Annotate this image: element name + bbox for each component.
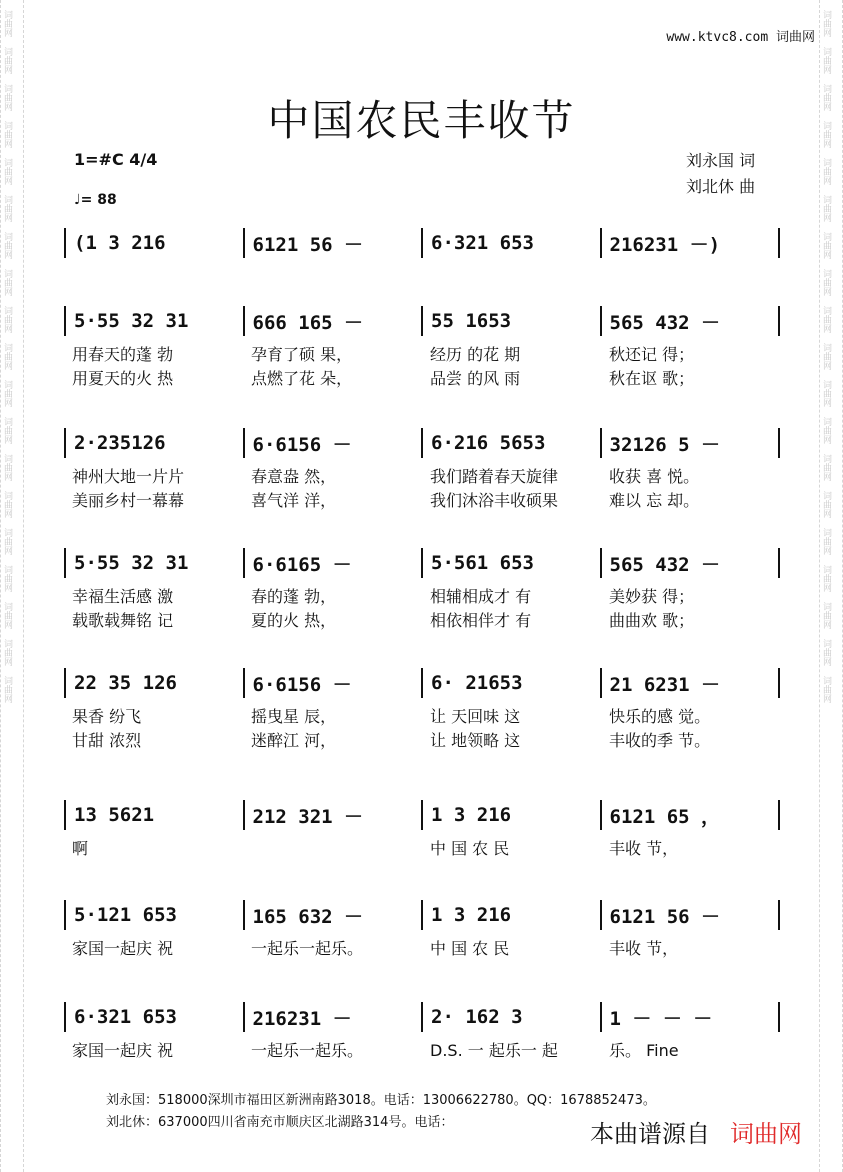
lyric-segment: 我们踏着春天旋律 (430, 467, 559, 486)
lyric-segment: 乐。 Fine (609, 1041, 679, 1060)
notes-line (64, 548, 780, 578)
watermark-text: 词曲网 (2, 491, 12, 518)
measure-notes: 165 632 － (252, 905, 364, 928)
measure-notes: 5·561 653 (431, 552, 534, 574)
watermark-text: 词曲网 (2, 676, 12, 703)
lyric-segment: 一起乐一起乐。 (251, 939, 364, 958)
bar-line (778, 228, 780, 258)
footer-line-composer: 刘北休：637000四川省南充市顺庆区北湖路314号。电话： (106, 1115, 454, 1130)
lyricist-credit: 刘永国 词 (686, 151, 756, 170)
lyric-segment: 收获 喜 悦。 (609, 467, 700, 486)
lyric-verse-1 (64, 464, 780, 486)
lyric-verse-2 (64, 860, 780, 882)
watermark-text: 词曲网 (821, 528, 831, 555)
lyric-segment: 啊 (72, 839, 89, 858)
watermark-text: 词曲网 (821, 380, 831, 407)
lyric-segment (601, 1062, 780, 1084)
lyric-segment (64, 264, 243, 286)
watermark-text: 词曲网 (2, 602, 12, 629)
lyric-verse-2 (64, 488, 780, 510)
lyric-verse-2 (64, 1062, 780, 1084)
watermark-text: 词曲网 (2, 84, 12, 111)
measure-notes: 6·321 653 (431, 232, 534, 254)
lyric-segment: 美妙获 得； (609, 587, 695, 606)
notes-line (64, 900, 780, 930)
lyric-segment (243, 264, 422, 286)
lyric-segment: 丰收 节， (609, 939, 679, 958)
key-signature: 1=#C 4/4 (74, 150, 158, 169)
measure-notes: 55 1653 (431, 310, 512, 332)
tempo-marking: ♩= 88 (74, 192, 117, 208)
watermark-text: 词曲网 (821, 84, 831, 111)
watermark-text: 词曲网 (821, 491, 831, 518)
lyric-segment: 我们沐浴丰收硕果 (430, 491, 559, 510)
measure-notes: 212 321 － (252, 805, 364, 828)
bar-line (778, 900, 780, 930)
lyric-verse-1 (64, 1038, 780, 1060)
measure-notes: 666 165 － (252, 311, 364, 334)
score-row (64, 1002, 780, 1072)
lyric-segment: 迷醉江 河， (251, 731, 337, 750)
right-watermark-strip (819, 0, 843, 1172)
score-row (64, 228, 780, 298)
lyric-segment: 甘甜 浓烈 (72, 731, 142, 750)
watermark-text: 词曲网 (2, 565, 12, 592)
lyric-segment: 相依相伴才 有 (430, 611, 532, 630)
lyric-segment (601, 264, 780, 286)
lyric-segment (64, 960, 243, 982)
lyric-segment: 孕育了硕 果， (251, 345, 353, 364)
lyric-segment: 秋在讴 歌； (609, 369, 695, 388)
lyric-segment: 喜气洋 洋， (251, 491, 337, 510)
lyric-segment: 春意盎 然， (251, 467, 337, 486)
measure-notes: 216231 －) (609, 233, 721, 256)
lyric-segment (422, 960, 601, 982)
measure-notes: 13 5621 (74, 804, 155, 826)
notes-line (64, 800, 780, 830)
credits (686, 148, 755, 200)
lyric-segment: 丰收的季 节。 (609, 731, 711, 750)
lyric-verse-1 (64, 704, 780, 726)
score-row (64, 306, 780, 388)
footer-contact (106, 1090, 656, 1134)
bar-line (778, 800, 780, 830)
left-watermark-strip (0, 0, 24, 1172)
lyric-segment: 让 地领略 这 (430, 731, 521, 750)
measure-notes: 2· 162 3 (431, 1006, 523, 1028)
watermark-text: 词曲网 (2, 639, 12, 666)
measure-notes: 6·216 5653 (431, 432, 546, 454)
watermark-text: 词曲网 (2, 47, 12, 74)
watermark-text: 词曲网 (2, 195, 12, 222)
lyric-segment (243, 960, 422, 982)
lyric-segment: 幸福生活感 激 (72, 587, 174, 606)
measure-notes: 216231 － (252, 1007, 352, 1030)
bar-line (778, 548, 780, 578)
score-row (64, 548, 780, 630)
site-url[interactable]: www.ktvc8.com (666, 30, 769, 45)
lyric-segment (601, 960, 780, 982)
lyric-segment: 家国一起庆 祝 (72, 1041, 174, 1060)
lyric-segment (243, 836, 422, 858)
lyric-segment (64, 860, 243, 882)
watermark-text: 词曲网 (2, 306, 12, 333)
watermark-text: 词曲网 (2, 417, 12, 444)
score-row (64, 668, 780, 750)
measure-notes: 32126 5 － (609, 433, 721, 456)
measure-notes: 6· 21653 (431, 672, 523, 694)
lyric-segment: 摇曳星 辰， (251, 707, 337, 726)
source-stamp (590, 1114, 802, 1149)
measure-notes: 1 3 216 (431, 904, 512, 926)
lyric-segment: 秋还记 得； (609, 345, 695, 364)
lyric-segment: 美丽乡村一幕幕 (72, 491, 185, 510)
watermark-text: 词曲网 (821, 454, 831, 481)
watermark-text: 词曲网 (821, 195, 831, 222)
lyric-segment: 曲曲欢 歌； (609, 611, 695, 630)
notes-line (64, 668, 780, 698)
lyric-segment: 中 国 农 民 (430, 939, 510, 958)
lyric-segment (422, 1062, 601, 1084)
bar-line (778, 668, 780, 698)
watermark-text: 词曲网 (821, 639, 831, 666)
watermark-text: 词曲网 (821, 343, 831, 370)
lyric-segment: 丰收 节， (609, 839, 679, 858)
watermark-text: 词曲网 (2, 10, 12, 37)
watermark-text: 词曲网 (2, 232, 12, 259)
lyric-segment (422, 264, 601, 286)
lyric-verse-1 (64, 936, 780, 958)
lyric-segment (422, 860, 601, 882)
watermark-text: 词曲网 (821, 47, 831, 74)
watermark-text: 词曲网 (2, 158, 12, 185)
lyric-segment: 快乐的感 觉。 (609, 707, 711, 726)
lyric-segment: 品尝 的风 雨 (430, 369, 521, 388)
lyric-segment: 用夏天的火 热 (72, 369, 174, 388)
watermark-text: 词曲网 (2, 528, 12, 555)
watermark-text: 词曲网 (821, 602, 831, 629)
measure-notes: 6·6165 － (252, 553, 352, 576)
watermark-text: 词曲网 (2, 380, 12, 407)
lyric-segment: 让 天回味 这 (430, 707, 521, 726)
watermark-text: 词曲网 (821, 676, 831, 703)
lyric-verse-1 (64, 836, 780, 858)
measure-notes: 5·55 32 31 (74, 552, 189, 574)
watermark-text: 词曲网 (821, 269, 831, 296)
watermark-text: 词曲网 (2, 454, 12, 481)
score-row (64, 900, 780, 970)
footer-line-lyricist: 刘永国：518000深圳市福田区新洲南路3018。电话：13006622780。QQ：1678852473。 (106, 1093, 656, 1108)
watermark-text: 词曲网 (821, 10, 831, 37)
source-stamp-text: 本曲谱源自 (590, 1120, 710, 1148)
lyric-segment: 果香 纷飞 (72, 707, 142, 726)
measure-notes: 1 － － － (609, 1007, 713, 1030)
measure-notes: 6121 56 － (252, 233, 364, 256)
measure-notes: 22 35 126 (74, 672, 177, 694)
lyric-segment: 相辅相成才 有 (430, 587, 532, 606)
watermark-text: 词曲网 (821, 158, 831, 185)
measure-notes: 21 6231 － (609, 673, 721, 696)
song-title: 中国农民丰收节 (267, 96, 576, 145)
watermark-text: 词曲网 (2, 269, 12, 296)
bar-line (778, 1002, 780, 1032)
notes-line (64, 1002, 780, 1032)
lyric-segment (64, 1062, 243, 1084)
watermark-text: 词曲网 (2, 121, 12, 148)
site-name: 词曲网 (775, 30, 815, 45)
composer-credit: 刘北休 曲 (686, 177, 756, 196)
measure-notes: 6·6156 － (252, 433, 352, 456)
watermark-text: 词曲网 (821, 565, 831, 592)
lyric-segment: D.S. 一 起乐一 起 (430, 1041, 558, 1060)
lyric-segment: 难以 忘 却。 (609, 491, 700, 510)
lyric-segment: 点燃了花 朵， (251, 369, 353, 388)
notes-line (64, 306, 780, 336)
lyric-segment: 用春天的蓬 勃 (72, 345, 174, 364)
measure-notes: 6121 56 － (609, 905, 721, 928)
score-row (64, 800, 780, 870)
lyric-segment: 春的蓬 勃， (251, 587, 337, 606)
lyric-verse-1 (64, 584, 780, 606)
lyric-segment (243, 1062, 422, 1084)
lyric-segment: 家国一起庆 祝 (72, 939, 174, 958)
lyric-verse-2 (64, 728, 780, 750)
measure-notes: 5·121 653 (74, 904, 177, 926)
measure-notes: 1 3 216 (431, 804, 512, 826)
bar-line (778, 428, 780, 458)
watermark-text: 词曲网 (821, 417, 831, 444)
measure-notes: 2·235126 (74, 432, 166, 454)
notes-line (64, 428, 780, 458)
score-row (64, 428, 780, 510)
lyric-segment (601, 860, 780, 882)
lyric-segment: 夏的火 热， (251, 611, 337, 630)
notes-line (64, 228, 780, 258)
lyric-segment: 中 国 农 民 (430, 839, 510, 858)
site-header (666, 26, 815, 45)
lyric-verse-1 (64, 264, 780, 286)
bar-line (778, 306, 780, 336)
measure-notes: 565 432 － (609, 311, 721, 334)
lyric-verse-2 (64, 960, 780, 982)
lyric-segment: 经历 的花 期 (430, 345, 521, 364)
source-stamp-brand[interactable]: 词曲网 (730, 1120, 802, 1148)
watermark-text: 词曲网 (2, 343, 12, 370)
watermark-text: 词曲网 (821, 121, 831, 148)
lyric-segment (243, 860, 422, 882)
lyric-verse-2 (64, 366, 780, 388)
measure-notes: 6121 65 ， (609, 805, 721, 828)
measure-notes: 6·321 653 (74, 1006, 177, 1028)
lyric-segment: 神州大地一片片 (72, 467, 185, 486)
lyric-verse-2 (64, 608, 780, 630)
lyric-segment: 一起乐一起乐。 (251, 1041, 364, 1060)
lyric-segment: 载歌载舞铭 记 (72, 611, 174, 630)
measure-notes: 6·6156 － (252, 673, 352, 696)
watermark-text: 词曲网 (821, 232, 831, 259)
measure-notes: 565 432 － (609, 553, 721, 576)
measure-notes: 5·55 32 31 (74, 310, 189, 332)
watermark-text: 词曲网 (821, 306, 831, 333)
lyric-verse-1 (64, 342, 780, 364)
measure-notes: (1 3 216 (74, 232, 166, 254)
